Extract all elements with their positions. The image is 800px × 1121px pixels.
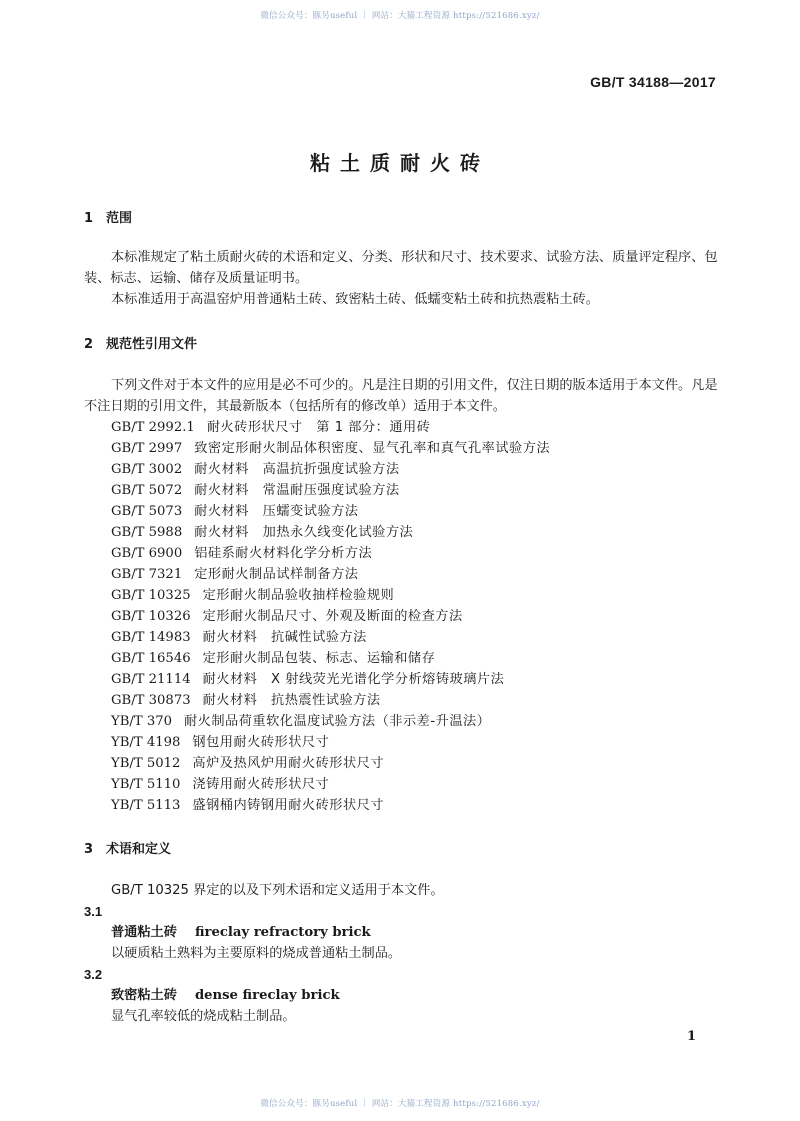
reference-item [111,480,550,501]
section-title: 规范性引用文件 [106,337,198,352]
reference-item [111,753,550,774]
paragraph-text: GB/T 10325 界定的以及下列术语和定义适用于本文件。 [111,883,444,898]
reference-item [111,459,550,480]
section-number: 1 [84,211,94,226]
term-3-2 [84,964,340,1027]
section-number: 3 [84,842,94,857]
reference-title: 定形耐火制品验收抽样检验规则 [202,588,395,603]
section-title: 范围 [106,211,133,226]
reference-code: GB/T 5073 [111,504,183,519]
reference-title: 耐火材料 X 射线荧光光谱化学分析熔铸玻璃片法 [202,672,505,687]
section-2-heading [84,333,197,352]
section-1-heading [84,207,132,226]
section-title: 术语和定义 [106,842,172,857]
section-2-paragraph-1 [84,375,724,417]
reference-item [111,795,550,816]
reference-code: GB/T 6900 [111,546,183,561]
reference-code: GB/T 10325 [111,588,191,603]
reference-item [111,522,550,543]
reference-code: GB/T 16546 [111,651,191,666]
section-1-paragraph-1 [84,247,724,289]
reference-code: GB/T 2997 [111,441,183,456]
section-1-paragraph-2 [84,289,724,310]
term-name [84,985,340,1006]
term-english: dense fireclay brick [194,988,340,1003]
reference-item [111,417,550,438]
watermark-bottom: 微信公众号：豚另useful ｜ 网站：大猫工程资源 https://521686.xyz/ [260,1099,540,1109]
term-number: 3.1 [84,904,103,919]
reference-code: GB/T 30873 [111,693,191,708]
term-definition: 以硬质粘土熟料为主要原料的烧成普通粘土制品。 [111,946,402,961]
reference-item [111,585,550,606]
reference-item [111,711,550,732]
term-english: fireclay refractory brick [194,925,371,940]
paragraph-text: 下列文件对于本文件的应用是必不可少的。凡是注日期的引用文件，仅注日期的版本适用于本文件。凡是不注日期的引用文件，其最新版本（包括所有的修改单）适用于本文件。 [84,378,718,414]
reference-code: GB/T 7321 [111,567,183,582]
section-3-heading [84,838,171,857]
paragraph-text: 本标准适用于高温窑炉用普通粘土砖、致密粘土砖、低蠕变粘土砖和抗热震粘土砖。 [111,292,599,307]
term-name [84,922,401,943]
term-definition: 显气孔率较低的烧成粘土制品。 [111,1009,296,1024]
reference-code: GB/T 2992.1 [111,420,195,435]
term-3-1 [84,901,401,964]
term-chinese: 致密粘土砖 [111,988,177,1003]
page-number: 1 [686,1029,696,1044]
reference-item [111,543,550,564]
term-number: 3.2 [84,967,103,982]
reference-title: 耐火材料 抗碱性试验方法 [202,630,367,645]
reference-code: YB/T 370 [111,714,172,729]
reference-title: 定形耐火制品试样制备方法 [194,567,359,582]
reference-item [111,648,550,669]
standard-code: GB/T 34188—2017 [590,74,716,90]
reference-code: GB/T 3002 [111,462,183,477]
reference-code: GB/T 5988 [111,525,183,540]
reference-code: YB/T 4198 [111,735,181,750]
section-number: 2 [84,337,94,352]
reference-code: GB/T 21114 [111,672,191,687]
reference-title: 铝硅系耐火材料化学分析方法 [194,546,373,561]
watermark-top: 微信公众号：豚另useful ｜ 网站：大猫工程资源 https://521686.xyz/ [260,11,540,21]
document-title: 粘土质耐火砖 [310,151,490,175]
term-chinese: 普通粘土砖 [111,925,177,940]
reference-title: 耐火砖形状尺寸 第 1 部分：通用砖 [206,420,431,435]
reference-title: 盛钢桶内铸钢用耐火砖形状尺寸 [192,798,385,813]
normative-references-list [111,417,550,816]
reference-code: GB/T 5072 [111,483,183,498]
reference-title: 钢包用耐火砖形状尺寸 [192,735,330,750]
reference-title: 耐火材料 抗热震性试验方法 [202,693,381,708]
reference-title: 耐火材料 加热永久线变化试验方法 [194,525,414,540]
reference-title: 定形耐火制品尺寸、外观及断面的检查方法 [202,609,463,624]
reference-title: 浇铸用耐火砖形状尺寸 [192,777,330,792]
reference-code: YB/T 5110 [111,777,181,792]
reference-code: YB/T 5113 [111,798,181,813]
reference-item [111,627,550,648]
reference-title: 高炉及热风炉用耐火砖形状尺寸 [192,756,385,771]
reference-title: 耐火制品荷重软化温度试验方法（非示差-升温法） [184,714,491,729]
reference-item [111,606,550,627]
reference-item [111,690,550,711]
reference-title: 耐火材料 高温抗折强度试验方法 [194,462,400,477]
reference-item [111,669,550,690]
reference-code: GB/T 10326 [111,609,191,624]
reference-item [111,501,550,522]
reference-item [111,438,550,459]
reference-title: 致密定形耐火制品体积密度、显气孔率和真气孔率试验方法 [194,441,551,456]
section-3-paragraph-1 [84,880,724,901]
reference-item [111,732,550,753]
reference-item [111,774,550,795]
reference-title: 耐火材料 压蠕变试验方法 [194,504,359,519]
paragraph-text: 本标准规定了粘土质耐火砖的术语和定义、分类、形状和尺寸、技术要求、试验方法、质量评定程序、包装、标志、运输、储存及质量证明书。 [84,250,718,286]
reference-title: 定形耐火制品包装、标志、运输和储存 [202,651,436,666]
reference-item [111,564,550,585]
reference-title: 耐火材料 常温耐压强度试验方法 [194,483,400,498]
reference-code: GB/T 14983 [111,630,191,645]
reference-code: YB/T 5012 [111,756,181,771]
